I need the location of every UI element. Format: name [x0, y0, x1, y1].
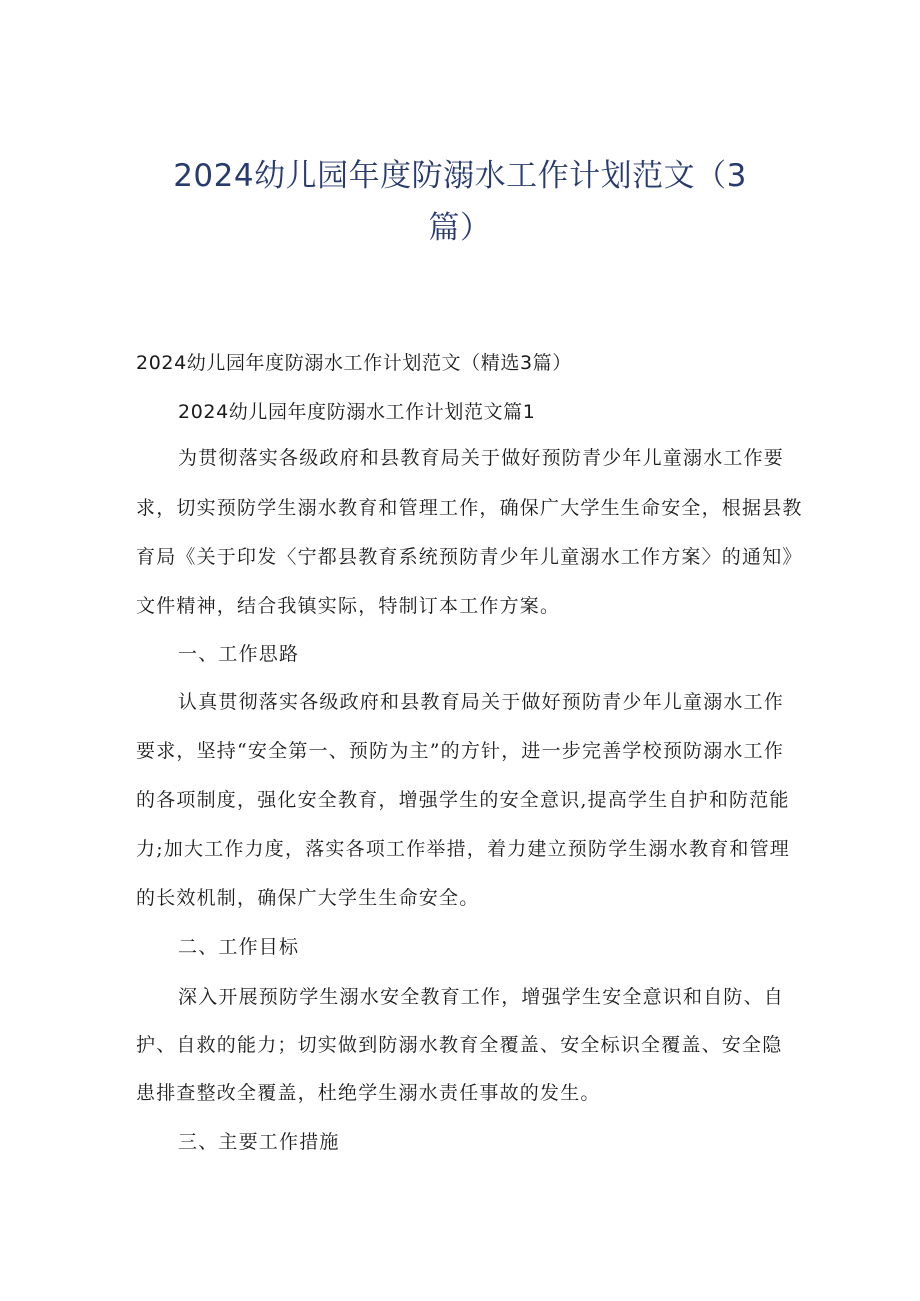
section-1-line-1: 认真贯彻落实各级政府和县教育局关于做好预防青少年儿童溺水工作: [178, 691, 785, 713]
document-subtitle: 2024幼儿园年度防溺水工作计划范文（精选3篇）: [136, 352, 572, 374]
intro-line-3: 育局《关于印发〈宁都县教育系统预防青少年儿童溺水工作方案〉的通知》: [136, 546, 803, 568]
section-1-line-4: 力;加大工作力度，落实各项工作举措，着力建立预防学生溺水教育和管理: [136, 838, 791, 860]
section-1-line-3: 的各项制度，强化安全教育，增强学生的安全意识,提高学生自护和防范能: [136, 789, 790, 811]
article-heading: 2024幼儿园年度防溺水工作计划范文篇1: [178, 401, 536, 423]
intro-line-1: 为贯彻落实各级政府和县教育局关于做好预防青少年儿童溺水工作要: [178, 447, 785, 469]
section-1-line-5: 的长效机制，确保广大学生生命安全。: [136, 887, 480, 909]
document-title-line-1: 2024幼儿园年度防溺水工作计划范文（3: [173, 158, 747, 194]
section-3-heading: 三、主要工作措施: [178, 1131, 340, 1153]
intro-line-4: 文件精神，结合我镇实际，特制订本工作方案。: [136, 595, 561, 617]
section-1-line-2: 要求，坚持“安全第一、预防为主”的方针，进一步完善学校预防溺水工作: [136, 740, 785, 762]
section-2-line-3: 患排查整改全覆盖，杜绝学生溺水责任事故的发生。: [136, 1082, 601, 1104]
intro-line-2: 求，切实预防学生溺水教育和管理工作，确保广大学生生命安全，根据县教: [136, 497, 803, 519]
document-title-line-2: 篇）: [428, 210, 492, 246]
section-2-line-2: 护、自救的能力；切实做到防溺水教育全覆盖、安全标识全覆盖、安全隐: [136, 1034, 783, 1056]
section-2-heading: 二、工作目标: [178, 936, 300, 958]
section-1-heading: 一、工作思路: [178, 643, 300, 665]
section-2-line-1: 深入开展预防学生溺水安全教育工作，增强学生安全意识和自防、自: [178, 986, 785, 1008]
